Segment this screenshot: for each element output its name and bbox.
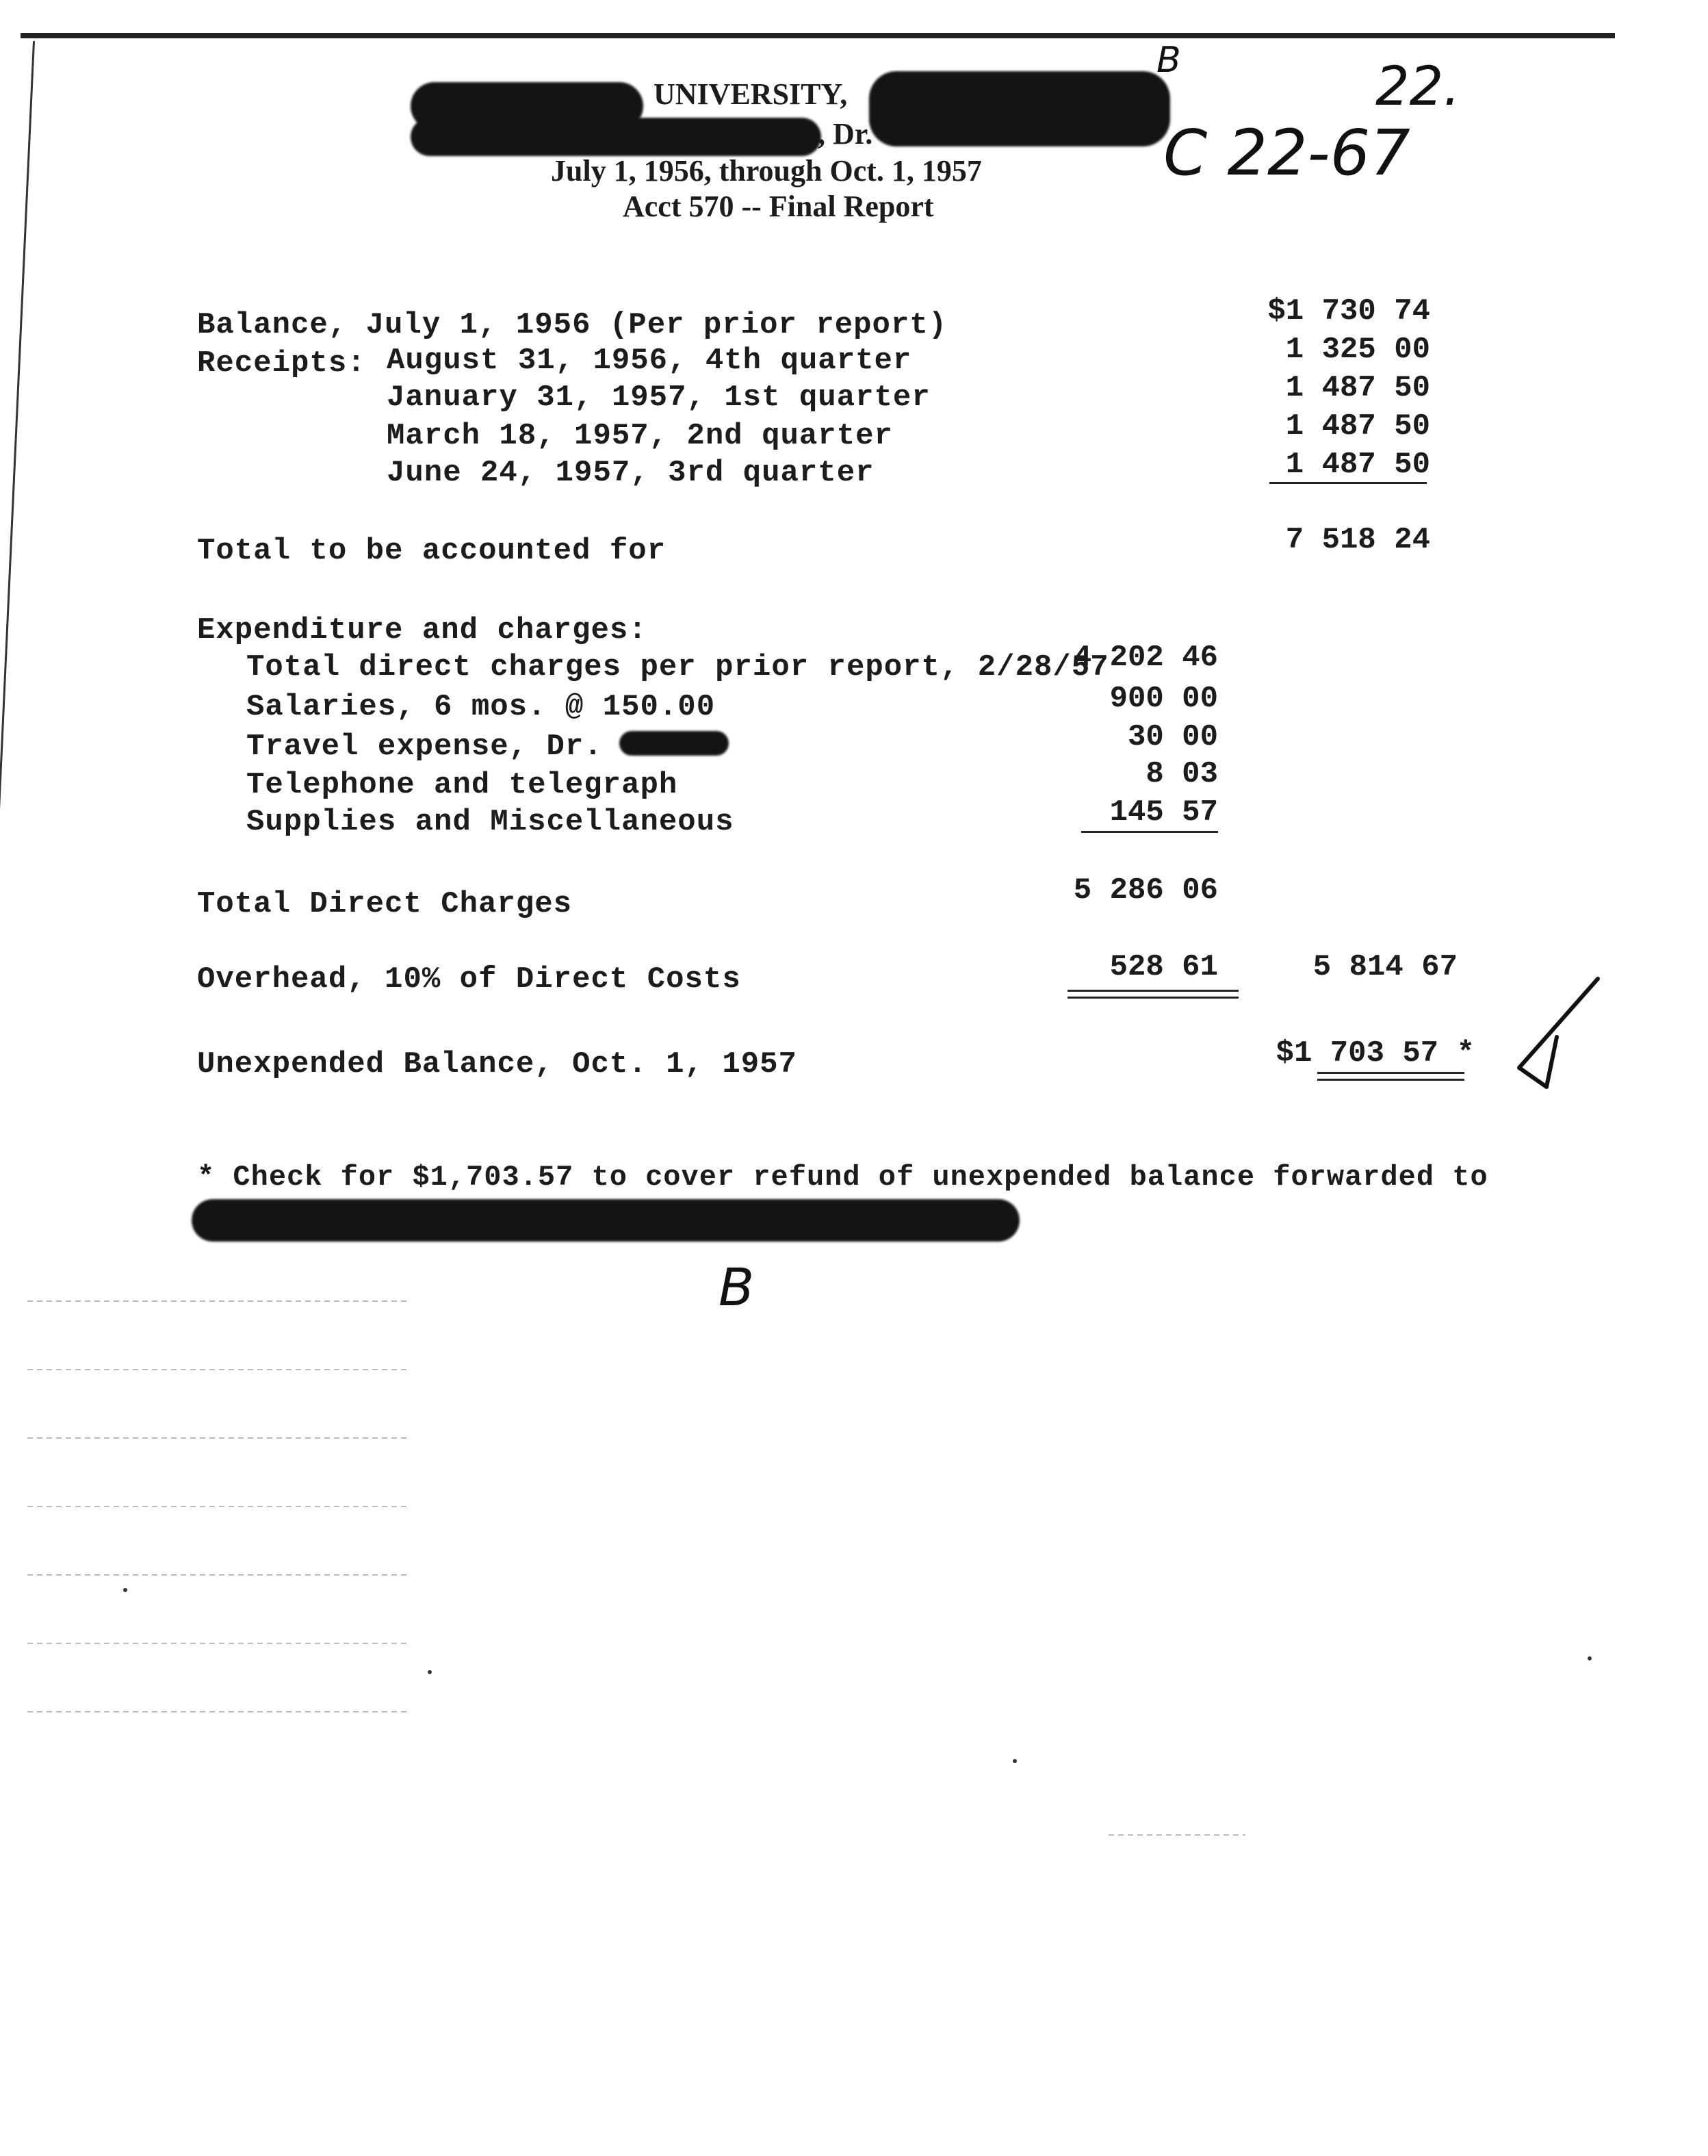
expenditure-line: Telephone and telegraph (246, 768, 678, 802)
double-underline (1317, 1079, 1464, 1081)
handwritten-checkmark-icon (1492, 972, 1615, 1102)
receipts-label: Receipts: (197, 346, 366, 381)
expenditure-line: Salaries, 6 mos. @ 150.00 (246, 690, 716, 724)
scan-artifact-line (27, 1300, 411, 1302)
expenditure-amount: 30 00 (1127, 720, 1218, 754)
scan-speck (1588, 1656, 1592, 1660)
overhead-label: Overhead, 10% of Direct Costs (197, 962, 741, 997)
handwritten-mark-bottom: B (719, 1257, 755, 1318)
scan-artifact-line (27, 1437, 411, 1439)
receipt-line: January 31, 1957, 1st quarter (387, 381, 931, 415)
expenditure-amount: 145 57 (1109, 795, 1218, 830)
scan-speck (123, 1588, 127, 1592)
unexpended-amount: $1 703 57 * (1276, 1036, 1475, 1070)
total-accounted-amount: 7 518 24 (1285, 523, 1430, 557)
scan-left-edge (0, 41, 35, 827)
expenditure-line: Total direct charges per prior report, 2/28/57 (246, 650, 1109, 684)
receipt-amount: 1 487 50 (1285, 371, 1430, 405)
scan-speck (428, 1670, 432, 1674)
handwritten-corner-mark: 22. (1375, 56, 1461, 118)
subtotal-underline (1269, 482, 1427, 484)
redaction-mark (619, 731, 729, 756)
scan-artifact-line (27, 1506, 411, 1507)
redaction-mark (869, 71, 1170, 146)
expenditure-line: Supplies and Miscellaneous (246, 805, 734, 839)
expenditure-line: Travel expense, Dr. (246, 730, 603, 764)
header-doctor: , Dr. (818, 117, 873, 151)
receipt-amount: 1 487 50 (1285, 409, 1430, 444)
double-underline (1068, 997, 1239, 999)
overhead-total: 5 814 67 (1312, 950, 1458, 984)
redaction-mark (192, 1199, 1020, 1242)
scan-artifact-line (27, 1643, 411, 1644)
receipt-amount: 1 487 50 (1285, 448, 1430, 482)
handwritten-file-code: C 22-67 (1163, 116, 1410, 190)
expenditure-amount: 900 00 (1109, 682, 1218, 716)
expenditure-heading: Expenditure and charges: (197, 613, 647, 647)
expenditure-amount: 4 202 46 (1073, 641, 1218, 675)
balance-label: Balance, July 1, 1956 (Per prior report) (197, 308, 948, 342)
expenditure-amount: 8 03 (1146, 757, 1218, 791)
header-account: Acct 570 -- Final Report (623, 190, 934, 223)
footnote: * Check for $1,703.57 to cover refund of unexpended balance forwarded to (197, 1161, 1488, 1194)
double-underline (1068, 990, 1239, 992)
header-period: July 1, 1956, through Oct. 1, 1957 (551, 154, 982, 188)
total-accounted-label: Total to be accounted for (197, 534, 667, 568)
overhead-amount: 528 61 (1109, 950, 1218, 984)
redaction-mark (411, 118, 821, 156)
scan-artifact-line (27, 1369, 411, 1370)
handwritten-mark-top: B (1156, 40, 1181, 81)
receipt-line: June 24, 1957, 3rd quarter (387, 456, 875, 490)
total-direct-label: Total Direct Charges (197, 887, 573, 921)
balance-amount: $1 730 74 (1267, 294, 1430, 329)
header-university: UNIVERSITY, (654, 77, 848, 111)
scan-artifact-line (1109, 1834, 1245, 1836)
scan-artifact-line (27, 1574, 411, 1576)
scan-speck (1013, 1759, 1017, 1763)
receipt-amount: 1 325 00 (1285, 333, 1430, 367)
receipt-line: March 18, 1957, 2nd quarter (387, 419, 893, 453)
scan-artifact-line (27, 1711, 411, 1712)
subtotal-underline (1081, 831, 1218, 833)
double-underline (1317, 1072, 1464, 1074)
scan-top-border (21, 33, 1615, 38)
unexpended-label: Unexpended Balance, Oct. 1, 1957 (197, 1047, 797, 1081)
total-direct-amount: 5 286 06 (1073, 873, 1218, 908)
receipt-line: August 31, 1956, 4th quarter (387, 344, 912, 378)
